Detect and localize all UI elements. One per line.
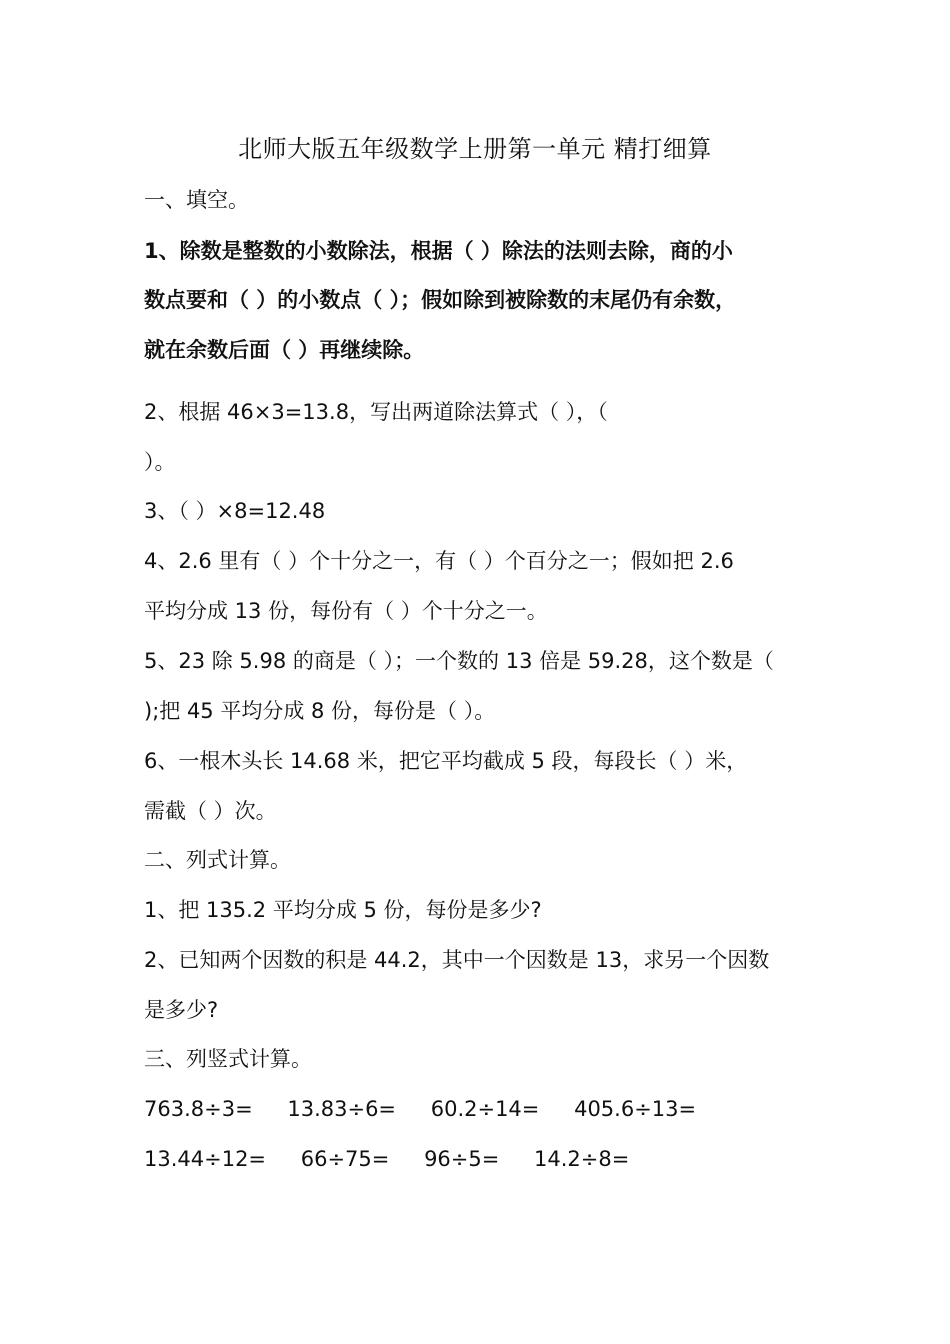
question-1-line-2: 数点要和（ ）的小数点（ ）；假如除到被除数的末尾仍有余数，: [144, 288, 737, 312]
calc-item: 66÷75=: [300, 1147, 390, 1171]
question-1-line-3: 就在余数后面（ ）再继续除。: [144, 338, 425, 362]
calc-item: 13.83÷6=: [287, 1097, 397, 1121]
section-heading-expression: 二、列式计算。: [144, 848, 291, 872]
calc-item: 763.8÷3=: [144, 1097, 253, 1121]
expression-question-2-line-1: 2、已知两个因数的积是 44.2，其中一个因数是 13，求另一个因数: [144, 948, 770, 972]
calc-item: 14.2÷8=: [534, 1147, 630, 1171]
calc-item: 13.44÷12=: [144, 1147, 267, 1171]
calc-item: 60.2÷14=: [430, 1097, 540, 1121]
section-heading-vertical-calc: 三、列竖式计算。: [144, 1047, 312, 1071]
calc-item: 96÷5=: [424, 1147, 500, 1171]
question-1-line-1: 1、除数是整数的小数除法，根据（ ）除法的法则去除，商的小: [144, 239, 733, 263]
section-heading-fill-blank: 一、填空。: [144, 188, 249, 212]
calc-item: 405.6÷13=: [574, 1097, 697, 1121]
question-5-line-2: );把 45 平均分成 8 份，每份是（ ）。: [144, 699, 496, 723]
question-6-line-1: 6、一根木头长 14.68 米，把它平均截成 5 段，每段长（ ）米，: [144, 749, 748, 773]
question-6-line-2: 需截（ ）次。: [144, 799, 277, 823]
expression-question-2-line-2: 是多少?: [144, 998, 219, 1022]
expression-question-1: 1、把 135.2 平均分成 5 份，每份是多少?: [144, 898, 542, 922]
question-3: 3、（ ）×8=12.48: [144, 499, 326, 523]
calc-row-2: [144, 1144, 824, 1174]
page-title: 北师大版五年级数学上册第一单元 精打细算: [238, 135, 712, 163]
question-5-line-1: 5、23 除 5.98 的商是（ ）；一个数的 13 倍是 59.28，这个数是（: [144, 649, 774, 673]
question-4-line-2: 平均分成 13 份，每份有（ ）个十分之一。: [144, 599, 548, 623]
question-2-line-1: 2、根据 46×3=13.8，写出两道除法算式（ ），（: [144, 400, 608, 424]
question-4-line-1: 4、2.6 里有（ ）个十分之一，有（ ）个百分之一；假如把 2.6: [144, 549, 734, 573]
question-2-line-2: ）。: [144, 450, 176, 474]
calc-row-1: [144, 1094, 824, 1124]
